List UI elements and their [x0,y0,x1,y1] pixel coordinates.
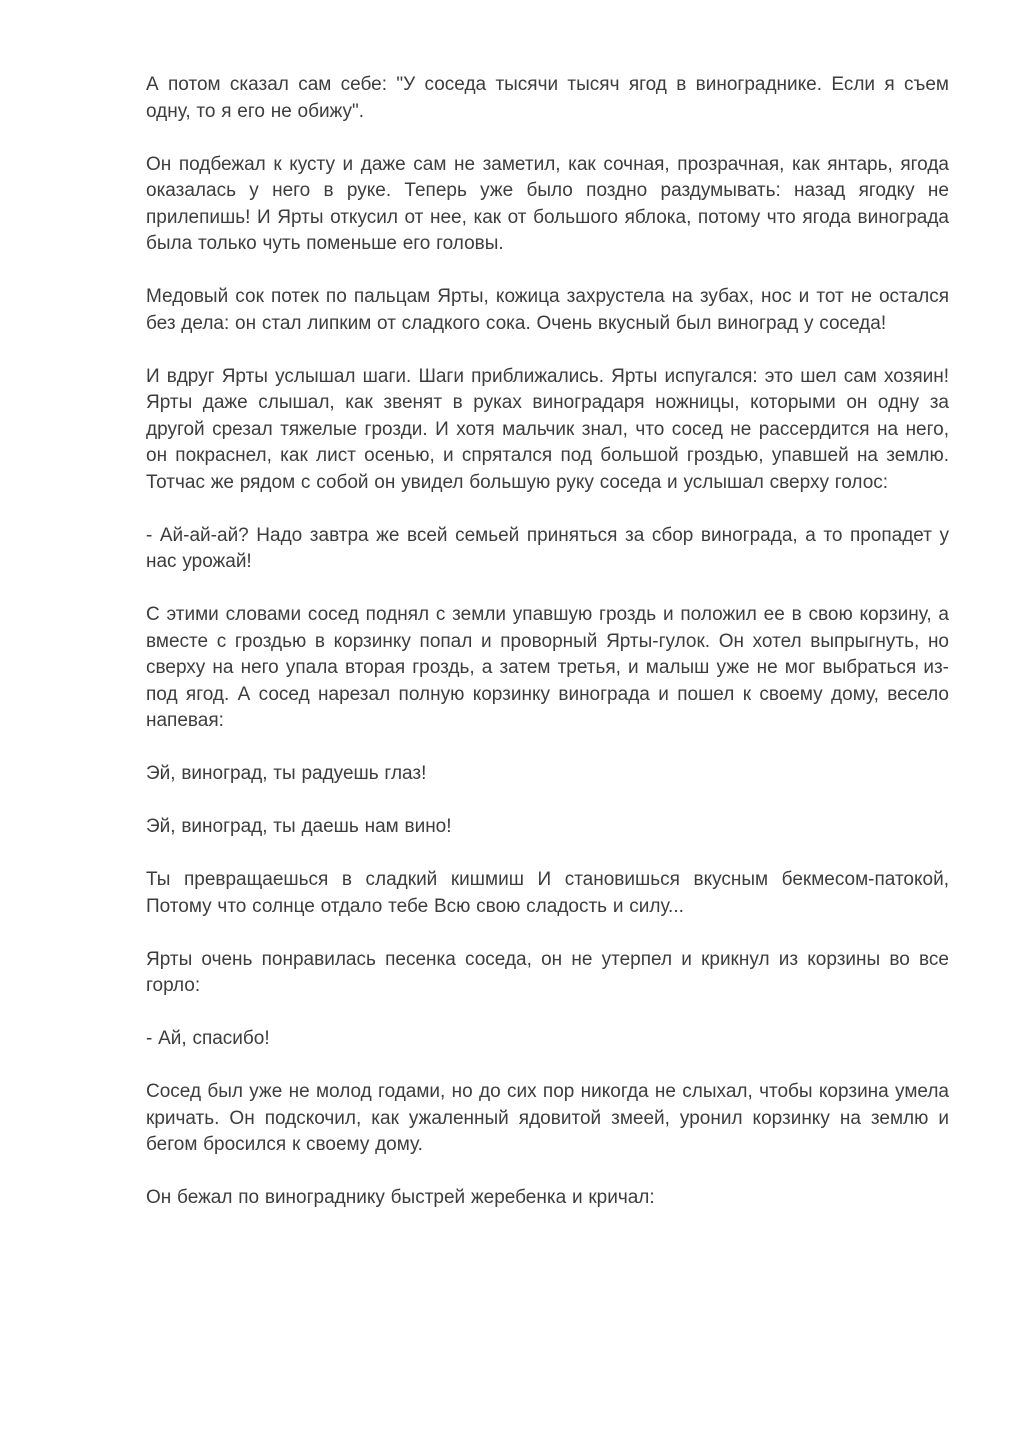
paragraph: Ты превращаешься в сладкий кишмиш И становишься вкусным бекмесом-патокой, Потому что солнце отдало тебе Всю свою сладость и силу... [146,869,949,917]
paragraph: Медовый сок потек по пальцам Ярты, кожица захрустела на зубах, нос и тот не остался без дела: он стал липким от сладкого сока. Очень вкусный был виноград у соседа! [146,286,949,334]
paragraph: Эй, виноград, ты даешь нам вино! [146,816,452,837]
paragraph: - Ай-ай-ай? Надо завтра же всей семьей приняться за сбор винограда, а то пропадет у нас урожай! [146,524,949,572]
paragraph: Сосед был уже не молод годами, но до сих пор никогда не слыхал, чтобы корзина умела кричать. Он подскочил, как ужаленный ядовитой змеей, уронил корзинку на землю и бегом бросился к своему дому. [146,1081,949,1155]
paragraph: И вдруг Ярты услышал шаги. Шаги приближались. Ярты испугался: это шел сам хозяин! Ярты даже слышал, как звенят в руках виноградаря ножницы, которыми он одну за другой срезал тяжелые грозди. И хотя мальчик знал, что сосед не рассердится на него, он покраснел, как лист осенью, и спрятался под большой гроздью, упавшей на землю. Тотчас же рядом с собой он увидел большую руку соседа и услышал сверху голос: [146,365,949,493]
paragraph: А потом сказал сам себе: "У соседа тысячи тысяч ягод в винограднике. Если я съем одну, то я его не обижу". [146,74,949,122]
paragraph: Эй, виноград, ты радуешь глаз! [146,763,427,784]
paragraph: - Ай, спасибо! [146,1028,270,1049]
paragraph: Он бежал по винограднику быстрей жеребенка и кричал: [146,1187,655,1208]
paragraph: Ярты очень понравилась песенка соседа, он не утерпел и крикнул из корзины во все горло: [146,948,949,996]
paragraph: С этими словами сосед поднял с земли упавшую гроздь и положил ее в свою корзину, а вместе с гроздью в корзинку попал и проворный Ярты-гулок. Он хотел выпрыгнуть, но сверху на него упала вторая гроздь, а затем третья, и малыш уже не мог выбраться из-под ягод. А сосед нарезал полную корзинку винограда и пошел к своему дому, весело напевая: [146,604,949,731]
document-body [146,72,949,1212]
paragraph: Он подбежал к кусту и даже сам не заметил, как сочная, прозрачная, как янтарь, ягода оказалась у него в руке. Теперь уже было поздно раздумывать: назад ягодку не прилепишь! И Ярты откусил от нее, как от большого яблока, потому что ягода винограда была только чуть поменьше его головы. [146,153,949,254]
